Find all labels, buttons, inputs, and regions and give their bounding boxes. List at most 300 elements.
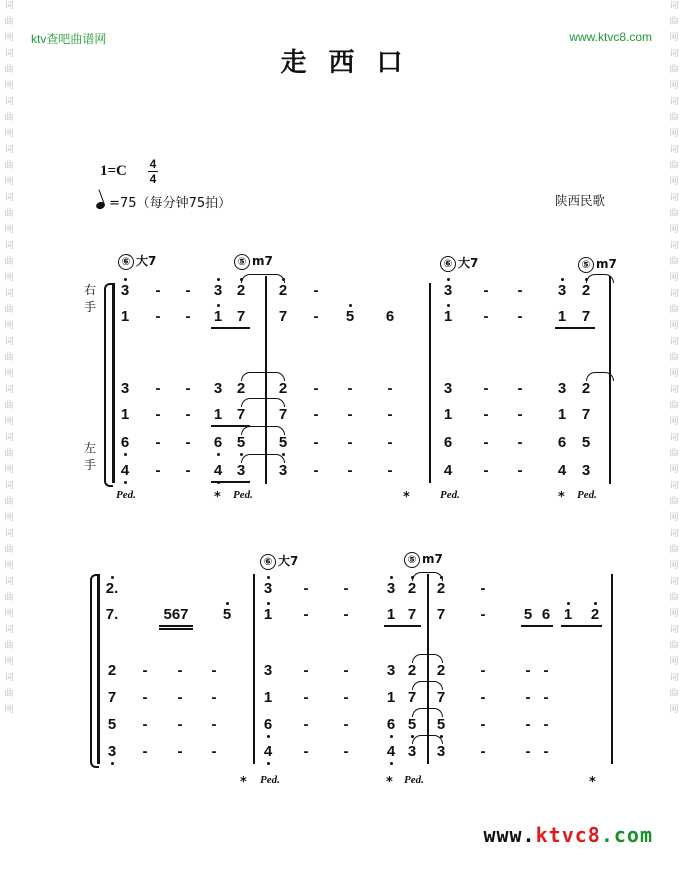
watermark-glyph: 网 bbox=[669, 417, 679, 427]
watermark-glyph: 曲 bbox=[4, 593, 14, 603]
watermark-glyph: 网 bbox=[669, 369, 679, 379]
s2b-lh1-0: 3 bbox=[263, 662, 273, 679]
chord-6-da7-2: ⑥ 大7 bbox=[440, 254, 478, 272]
s1-rh-top-2: - bbox=[185, 282, 191, 299]
time-sig-bottom: 4 bbox=[149, 172, 157, 186]
beam-line bbox=[211, 425, 250, 427]
s1b-lh2-0: 1 bbox=[443, 406, 453, 423]
s2b-lh1-2: - bbox=[343, 662, 349, 679]
s2-lh3-3: - bbox=[211, 716, 217, 733]
watermark-glyph: 网 bbox=[4, 81, 14, 91]
s2b-lh4-0: 4 bbox=[263, 743, 273, 760]
s1-lh2-3: 1 bbox=[213, 406, 223, 423]
octave-dot bbox=[240, 453, 243, 456]
pedal-mark: Ped. bbox=[440, 489, 460, 501]
s2b-rh-top-0: 3 bbox=[263, 580, 273, 597]
octave-dot bbox=[217, 453, 220, 456]
s1b-lh1-0: 3 bbox=[443, 380, 453, 397]
s2b-lh1-8: - bbox=[543, 662, 549, 679]
s1-lh2-2: - bbox=[185, 406, 191, 423]
watermark-glyph: 词 bbox=[669, 145, 679, 155]
watermark-glyph: 词 bbox=[669, 625, 679, 635]
s2-lh1-2: - bbox=[177, 662, 183, 679]
watermark-glyph: 词 bbox=[4, 193, 14, 203]
s1-lh1-0: 3 bbox=[120, 380, 130, 397]
s1-rh-top-3: 3 bbox=[213, 282, 223, 299]
s2b-lh2-5: 7 bbox=[436, 689, 446, 706]
s1-lh2-7: - bbox=[347, 406, 353, 423]
chord-5-m7-3: ⑤ m7 bbox=[404, 552, 443, 568]
left-hand-label: 左手 bbox=[84, 441, 97, 472]
watermark-glyph: 网 bbox=[669, 657, 679, 667]
octave-dot bbox=[349, 304, 352, 307]
tie-arc bbox=[412, 654, 443, 663]
chord-6-da7-3: ⑥ 大7 bbox=[260, 552, 298, 570]
s1-lh3-5: 5 bbox=[278, 434, 288, 451]
s2b-rh-mid-2: - bbox=[343, 606, 349, 623]
beam-line bbox=[384, 625, 421, 627]
s1-lh4-3: 4 bbox=[213, 462, 223, 479]
watermark-glyph: 网 bbox=[669, 561, 679, 571]
s2b-lh4-2: - bbox=[343, 743, 349, 760]
s2-lh1-1: - bbox=[142, 662, 148, 679]
s1-lh3-3: 6 bbox=[213, 434, 223, 451]
pedal-mark: Ped. bbox=[577, 489, 597, 501]
pedal-release: * bbox=[589, 775, 596, 790]
s1-lh3-4: 5 bbox=[236, 434, 246, 451]
beam-line bbox=[555, 327, 595, 329]
s1-lh4-4: 3 bbox=[236, 462, 246, 479]
s1-lh2-6: - bbox=[313, 406, 319, 423]
s1b-lh1-1: - bbox=[483, 380, 489, 397]
tie-arc bbox=[412, 708, 443, 717]
system2-end-bar bbox=[611, 574, 613, 764]
s2b-lh1-4: 2 bbox=[407, 662, 417, 679]
watermark-glyph: 曲 bbox=[4, 65, 14, 75]
watermark-glyph: 曲 bbox=[669, 689, 679, 699]
watermark-glyph: 曲 bbox=[669, 497, 679, 507]
s2b-rh-top-1: - bbox=[303, 580, 309, 597]
s2b-lh4-3: 4 bbox=[386, 743, 396, 760]
s2-lh2-2: - bbox=[177, 689, 183, 706]
s2b-rh-mid-8: 6 bbox=[541, 606, 551, 623]
s1-lh1-4: 2 bbox=[236, 380, 246, 397]
watermark-glyph: 曲 bbox=[4, 497, 14, 507]
s1b-rh-top-3: 3 bbox=[557, 282, 567, 299]
watermark-glyph: 词 bbox=[669, 193, 679, 203]
s1-lh3-8: - bbox=[387, 434, 393, 451]
octave-dot bbox=[447, 304, 450, 307]
s1-rh-top-1: - bbox=[155, 282, 161, 299]
s2b-lh3-1: - bbox=[303, 716, 309, 733]
s2b-lh4-7: - bbox=[525, 743, 531, 760]
s2-lh4-2: - bbox=[177, 743, 183, 760]
s1-lh4-0: 4 bbox=[120, 462, 130, 479]
chord-6-da7: ⑥ 大7 bbox=[118, 252, 156, 270]
watermark-glyph: 词 bbox=[4, 1, 14, 11]
octave-dot bbox=[567, 602, 570, 605]
octave-dot bbox=[217, 481, 220, 484]
watermark-glyph: 词 bbox=[669, 241, 679, 251]
s2-lh2-0: 7 bbox=[107, 689, 117, 706]
s2-lh4-3: - bbox=[211, 743, 217, 760]
time-sig-top: 4 bbox=[149, 157, 157, 171]
octave-dot bbox=[217, 278, 220, 281]
s1-lh3-0: 6 bbox=[120, 434, 130, 451]
octave-dot bbox=[390, 735, 393, 738]
s1b-lh2-2: - bbox=[517, 406, 523, 423]
tempo-text: =75（每分钟75拍） bbox=[109, 196, 232, 211]
tie-arc bbox=[412, 572, 443, 581]
s2b-rh-top-5: 2 bbox=[436, 580, 446, 597]
s2b-lh2-7: - bbox=[525, 689, 531, 706]
watermark-glyph: 曲 bbox=[4, 113, 14, 123]
song-origin: 陕西民歌 bbox=[555, 193, 606, 208]
s1-lh1-1: - bbox=[155, 380, 161, 397]
pedal-release: * bbox=[214, 490, 221, 505]
s1-lh1-5: 2 bbox=[278, 380, 288, 397]
s2b-rh-mid-10: 2 bbox=[590, 606, 600, 623]
system2-start-bar bbox=[97, 574, 100, 764]
watermark-glyph: 网 bbox=[669, 609, 679, 619]
watermark-glyph: 网 bbox=[669, 129, 679, 139]
octave-dot bbox=[267, 735, 270, 738]
tie-arc bbox=[241, 454, 285, 463]
watermark-glyph: 曲 bbox=[669, 593, 679, 603]
tie-arc bbox=[412, 681, 443, 690]
watermark-glyph: 曲 bbox=[669, 305, 679, 315]
s1-lh1-7: - bbox=[347, 380, 353, 397]
tie-arc bbox=[241, 426, 285, 435]
right-hand-label: 右手 bbox=[84, 283, 97, 314]
watermark-glyph: 网 bbox=[4, 129, 14, 139]
s1-lh4-8: - bbox=[387, 462, 393, 479]
s1b-lh4-1: - bbox=[483, 462, 489, 479]
watermark-glyph: 曲 bbox=[4, 353, 14, 363]
s2b-lh2-6: - bbox=[480, 689, 486, 706]
watermark-glyph: 词 bbox=[669, 673, 679, 683]
s1-lh3-6: - bbox=[313, 434, 319, 451]
s1b-lh1-4: 2 bbox=[581, 380, 591, 397]
s2b-lh4-1: - bbox=[303, 743, 309, 760]
s1b-rh-top-4: 2 bbox=[581, 282, 591, 299]
watermark-glyph: 网 bbox=[4, 225, 14, 235]
watermark-glyph: 网 bbox=[4, 417, 14, 427]
s2b-lh4-6: - bbox=[480, 743, 486, 760]
s1b-lh2-4: 7 bbox=[581, 406, 591, 423]
octave-dot bbox=[390, 576, 393, 579]
pedal-mark: Ped. bbox=[260, 774, 280, 786]
s2b-lh2-2: - bbox=[343, 689, 349, 706]
octave-dot bbox=[226, 602, 229, 605]
s2b-lh2-0: 1 bbox=[263, 689, 273, 706]
s1b-lh2-1: - bbox=[483, 406, 489, 423]
s2b-lh3-6: - bbox=[480, 716, 486, 733]
s2b-lh4-5: 3 bbox=[436, 743, 446, 760]
s1-rh-mid-5: 7 bbox=[278, 308, 288, 325]
watermark-glyph: 曲 bbox=[4, 449, 14, 459]
s2b-lh3-0: 6 bbox=[263, 716, 273, 733]
beam-line bbox=[159, 628, 193, 630]
s2-lh4-1: - bbox=[142, 743, 148, 760]
s1-rh-mid-1: - bbox=[155, 308, 161, 325]
s2b-rh-top-6: - bbox=[480, 580, 486, 597]
s2b-rh-mid-1: - bbox=[303, 606, 309, 623]
pedal-release: * bbox=[558, 490, 565, 505]
watermark-glyph: 词 bbox=[4, 433, 14, 443]
s2b-lh2-8: - bbox=[543, 689, 549, 706]
watermark-glyph: 词 bbox=[4, 337, 14, 347]
watermark-glyph: 词 bbox=[4, 241, 14, 251]
watermark-glyph: 网 bbox=[669, 177, 679, 187]
s1b-rh-mid-4: 7 bbox=[581, 308, 591, 325]
watermark-glyph: 词 bbox=[4, 481, 14, 491]
s1b-rh-mid-2: - bbox=[517, 308, 523, 325]
s1b-lh4-3: 4 bbox=[557, 462, 567, 479]
watermark-glyph: 词 bbox=[4, 529, 14, 539]
watermark-glyph: 曲 bbox=[4, 209, 14, 219]
quarter-note-icon bbox=[95, 201, 106, 211]
pedal-mark: Ped. bbox=[233, 489, 253, 501]
s1b-rh-top-2: - bbox=[517, 282, 523, 299]
watermark-glyph: 网 bbox=[4, 561, 14, 571]
s2b-lh3-3: 6 bbox=[386, 716, 396, 733]
s2b-lh3-4: 5 bbox=[407, 716, 417, 733]
s1-lh3-1: - bbox=[155, 434, 161, 451]
s1b-lh3-2: - bbox=[517, 434, 523, 451]
s1-rh-top-4: 2 bbox=[236, 282, 246, 299]
s1-lh4-7: - bbox=[347, 462, 353, 479]
watermark-glyph: 网 bbox=[4, 513, 14, 523]
s2-lh2-3: - bbox=[211, 689, 217, 706]
s2b-lh1-3: 3 bbox=[386, 662, 396, 679]
watermark-right bbox=[667, 0, 681, 873]
site-url-right: www.ktvc8.com bbox=[569, 30, 652, 44]
watermark-glyph: 曲 bbox=[4, 689, 14, 699]
s1b-lh3-0: 6 bbox=[443, 434, 453, 451]
watermark-glyph: 词 bbox=[669, 1, 679, 11]
watermark-glyph: 曲 bbox=[669, 113, 679, 123]
watermark-glyph: 网 bbox=[4, 465, 14, 475]
s1b-rh-mid-0: 1 bbox=[443, 308, 453, 325]
tie-arc bbox=[241, 372, 285, 381]
s2b-rh-mid-0: 1 bbox=[263, 606, 273, 623]
watermark-glyph: 网 bbox=[4, 273, 14, 283]
s1-rh-mid-6: - bbox=[313, 308, 319, 325]
beam-line bbox=[521, 625, 553, 627]
s2b-lh1-7: - bbox=[525, 662, 531, 679]
octave-dot bbox=[124, 481, 127, 484]
watermark-glyph: 曲 bbox=[4, 545, 14, 555]
s1-rh-mid-3: 1 bbox=[213, 308, 223, 325]
s2b-lh3-5: 5 bbox=[436, 716, 446, 733]
s1-rh-mid-8: 6 bbox=[385, 308, 395, 325]
watermark-glyph: 网 bbox=[669, 225, 679, 235]
beam-line bbox=[159, 625, 193, 627]
s2b-lh1-5: 2 bbox=[436, 662, 446, 679]
s2-rh-mid-1: 567 bbox=[163, 606, 189, 623]
s2b-lh1-1: - bbox=[303, 662, 309, 679]
watermark-glyph: 词 bbox=[669, 577, 679, 587]
s2b-rh-mid-4: 7 bbox=[407, 606, 417, 623]
s1-lh2-8: - bbox=[387, 406, 393, 423]
s1-lh4-2: - bbox=[185, 462, 191, 479]
s2b-rh-mid-3: 1 bbox=[386, 606, 396, 623]
footer-url: www.ktvc8.com bbox=[483, 823, 653, 847]
watermark-glyph: 曲 bbox=[669, 65, 679, 75]
s1b-lh3-4: 5 bbox=[581, 434, 591, 451]
s2b-lh3-2: - bbox=[343, 716, 349, 733]
pedal-release: * bbox=[386, 775, 393, 790]
s1b-rh-top-0: 3 bbox=[443, 282, 453, 299]
watermark-glyph: 曲 bbox=[669, 209, 679, 219]
key-signature: 1=C bbox=[100, 163, 127, 179]
octave-dot bbox=[267, 576, 270, 579]
s1-rh-mid-4: 7 bbox=[236, 308, 246, 325]
system1-start-bar bbox=[112, 283, 115, 483]
watermark-glyph: 曲 bbox=[4, 17, 14, 27]
s2b-rh-top-3: 3 bbox=[386, 580, 396, 597]
watermark-glyph: 曲 bbox=[669, 641, 679, 651]
watermark-glyph: 词 bbox=[4, 97, 14, 107]
s1b-lh3-1: - bbox=[483, 434, 489, 451]
s2-rh-mid-2: 5 bbox=[222, 606, 232, 623]
tie-arc bbox=[241, 274, 285, 283]
s2b-rh-top-4: 2 bbox=[407, 580, 417, 597]
watermark-glyph: 曲 bbox=[669, 17, 679, 27]
s2-lh3-1: - bbox=[142, 716, 148, 733]
s2b-rh-top-2: - bbox=[343, 580, 349, 597]
octave-dot bbox=[111, 576, 114, 579]
watermark-glyph: 词 bbox=[4, 577, 14, 587]
octave-dot bbox=[124, 278, 127, 281]
s2b-rh-mid-5: 7 bbox=[436, 606, 446, 623]
s1-rh-top-6: - bbox=[313, 282, 319, 299]
s1-lh2-4: 7 bbox=[236, 406, 246, 423]
s1-lh2-1: - bbox=[155, 406, 161, 423]
s1b-rh-mid-1: - bbox=[483, 308, 489, 325]
s1-lh1-8: - bbox=[387, 380, 393, 397]
octave-dot bbox=[111, 762, 114, 765]
s1-lh3-2: - bbox=[185, 434, 191, 451]
watermark-glyph: 词 bbox=[669, 49, 679, 59]
beam-line bbox=[211, 327, 250, 329]
watermark-glyph: 曲 bbox=[669, 353, 679, 363]
watermark-glyph: 曲 bbox=[4, 641, 14, 651]
watermark-glyph: 曲 bbox=[669, 257, 679, 267]
s2-lh2-1: - bbox=[142, 689, 148, 706]
s1b-lh1-2: - bbox=[517, 380, 523, 397]
s1-rh-mid-0: 1 bbox=[120, 308, 130, 325]
s1-lh1-6: - bbox=[313, 380, 319, 397]
watermark-glyph: 网 bbox=[4, 609, 14, 619]
watermark-glyph: 曲 bbox=[4, 305, 14, 315]
watermark-glyph: 网 bbox=[669, 33, 679, 43]
tie-arc bbox=[586, 372, 614, 381]
watermark-glyph: 网 bbox=[669, 81, 679, 91]
s2b-lh4-8: - bbox=[543, 743, 549, 760]
watermark-glyph: 网 bbox=[4, 33, 14, 43]
s2b-lh2-3: 1 bbox=[386, 689, 396, 706]
s1b-lh1-3: 3 bbox=[557, 380, 567, 397]
tempo-marking bbox=[96, 192, 231, 211]
watermark-glyph: 词 bbox=[4, 49, 14, 59]
watermark-glyph: 曲 bbox=[669, 401, 679, 411]
octave-dot bbox=[124, 453, 127, 456]
s1-lh1-3: 3 bbox=[213, 380, 223, 397]
watermark-glyph: 词 bbox=[669, 529, 679, 539]
watermark-glyph: 网 bbox=[4, 705, 14, 715]
watermark-glyph: 曲 bbox=[4, 401, 14, 411]
chord-5-m7: ⑤ m7 bbox=[234, 254, 273, 270]
system2-barline bbox=[253, 574, 255, 764]
score-title: 走西口 bbox=[280, 48, 425, 78]
time-signature bbox=[148, 158, 158, 185]
watermark-glyph: 词 bbox=[669, 337, 679, 347]
octave-dot bbox=[447, 278, 450, 281]
beam-line bbox=[561, 625, 602, 627]
s1-lh1-2: - bbox=[185, 380, 191, 397]
s1-lh2-5: 7 bbox=[278, 406, 288, 423]
s1-rh-mid-2: - bbox=[185, 308, 191, 325]
s1-rh-top-0: 3 bbox=[120, 282, 130, 299]
s2b-lh3-8: - bbox=[543, 716, 549, 733]
octave-dot bbox=[267, 762, 270, 765]
system1-barline bbox=[429, 283, 431, 483]
pedal-mark: Ped. bbox=[116, 489, 136, 501]
tie-arc bbox=[241, 398, 285, 407]
watermark-glyph: 网 bbox=[669, 513, 679, 523]
s1b-lh3-3: 6 bbox=[557, 434, 567, 451]
watermark-glyph: 词 bbox=[669, 289, 679, 299]
tie-arc bbox=[412, 735, 443, 744]
s2-rh-mid-0: 7. bbox=[105, 606, 119, 623]
watermark-glyph: 词 bbox=[4, 625, 14, 635]
watermark-glyph: 网 bbox=[4, 369, 14, 379]
s2-lh3-2: - bbox=[177, 716, 183, 733]
s2-lh3-0: 5 bbox=[107, 716, 117, 733]
s1b-lh4-4: 3 bbox=[581, 462, 591, 479]
s2-lh1-3: - bbox=[211, 662, 217, 679]
s2-lh1-0: 2 bbox=[107, 662, 117, 679]
s1-lh2-0: 1 bbox=[120, 406, 130, 423]
s1-rh-top-5: 2 bbox=[278, 282, 288, 299]
s2b-rh-mid-6: - bbox=[480, 606, 486, 623]
s1-rh-mid-7: 5 bbox=[345, 308, 355, 325]
watermark-left bbox=[2, 0, 16, 873]
watermark-glyph: 网 bbox=[4, 321, 14, 331]
s2b-lh2-4: 7 bbox=[407, 689, 417, 706]
watermark-glyph: 网 bbox=[669, 465, 679, 475]
s1b-lh4-0: 4 bbox=[443, 462, 453, 479]
watermark-glyph: 词 bbox=[4, 289, 14, 299]
s1-lh4-6: - bbox=[313, 462, 319, 479]
s2b-lh2-1: - bbox=[303, 689, 309, 706]
s2b-lh3-7: - bbox=[525, 716, 531, 733]
tie-arc bbox=[586, 274, 614, 283]
watermark-glyph: 曲 bbox=[4, 257, 14, 267]
watermark-glyph: 网 bbox=[669, 705, 679, 715]
watermark-glyph: 词 bbox=[4, 673, 14, 683]
watermark-glyph: 词 bbox=[669, 385, 679, 395]
watermark-glyph: 词 bbox=[669, 97, 679, 107]
watermark-glyph: 网 bbox=[669, 321, 679, 331]
watermark-glyph: 网 bbox=[669, 273, 679, 283]
s1-lh4-1: - bbox=[155, 462, 161, 479]
watermark-glyph: 词 bbox=[669, 433, 679, 443]
watermark-glyph: 曲 bbox=[669, 161, 679, 171]
octave-dot bbox=[561, 278, 564, 281]
